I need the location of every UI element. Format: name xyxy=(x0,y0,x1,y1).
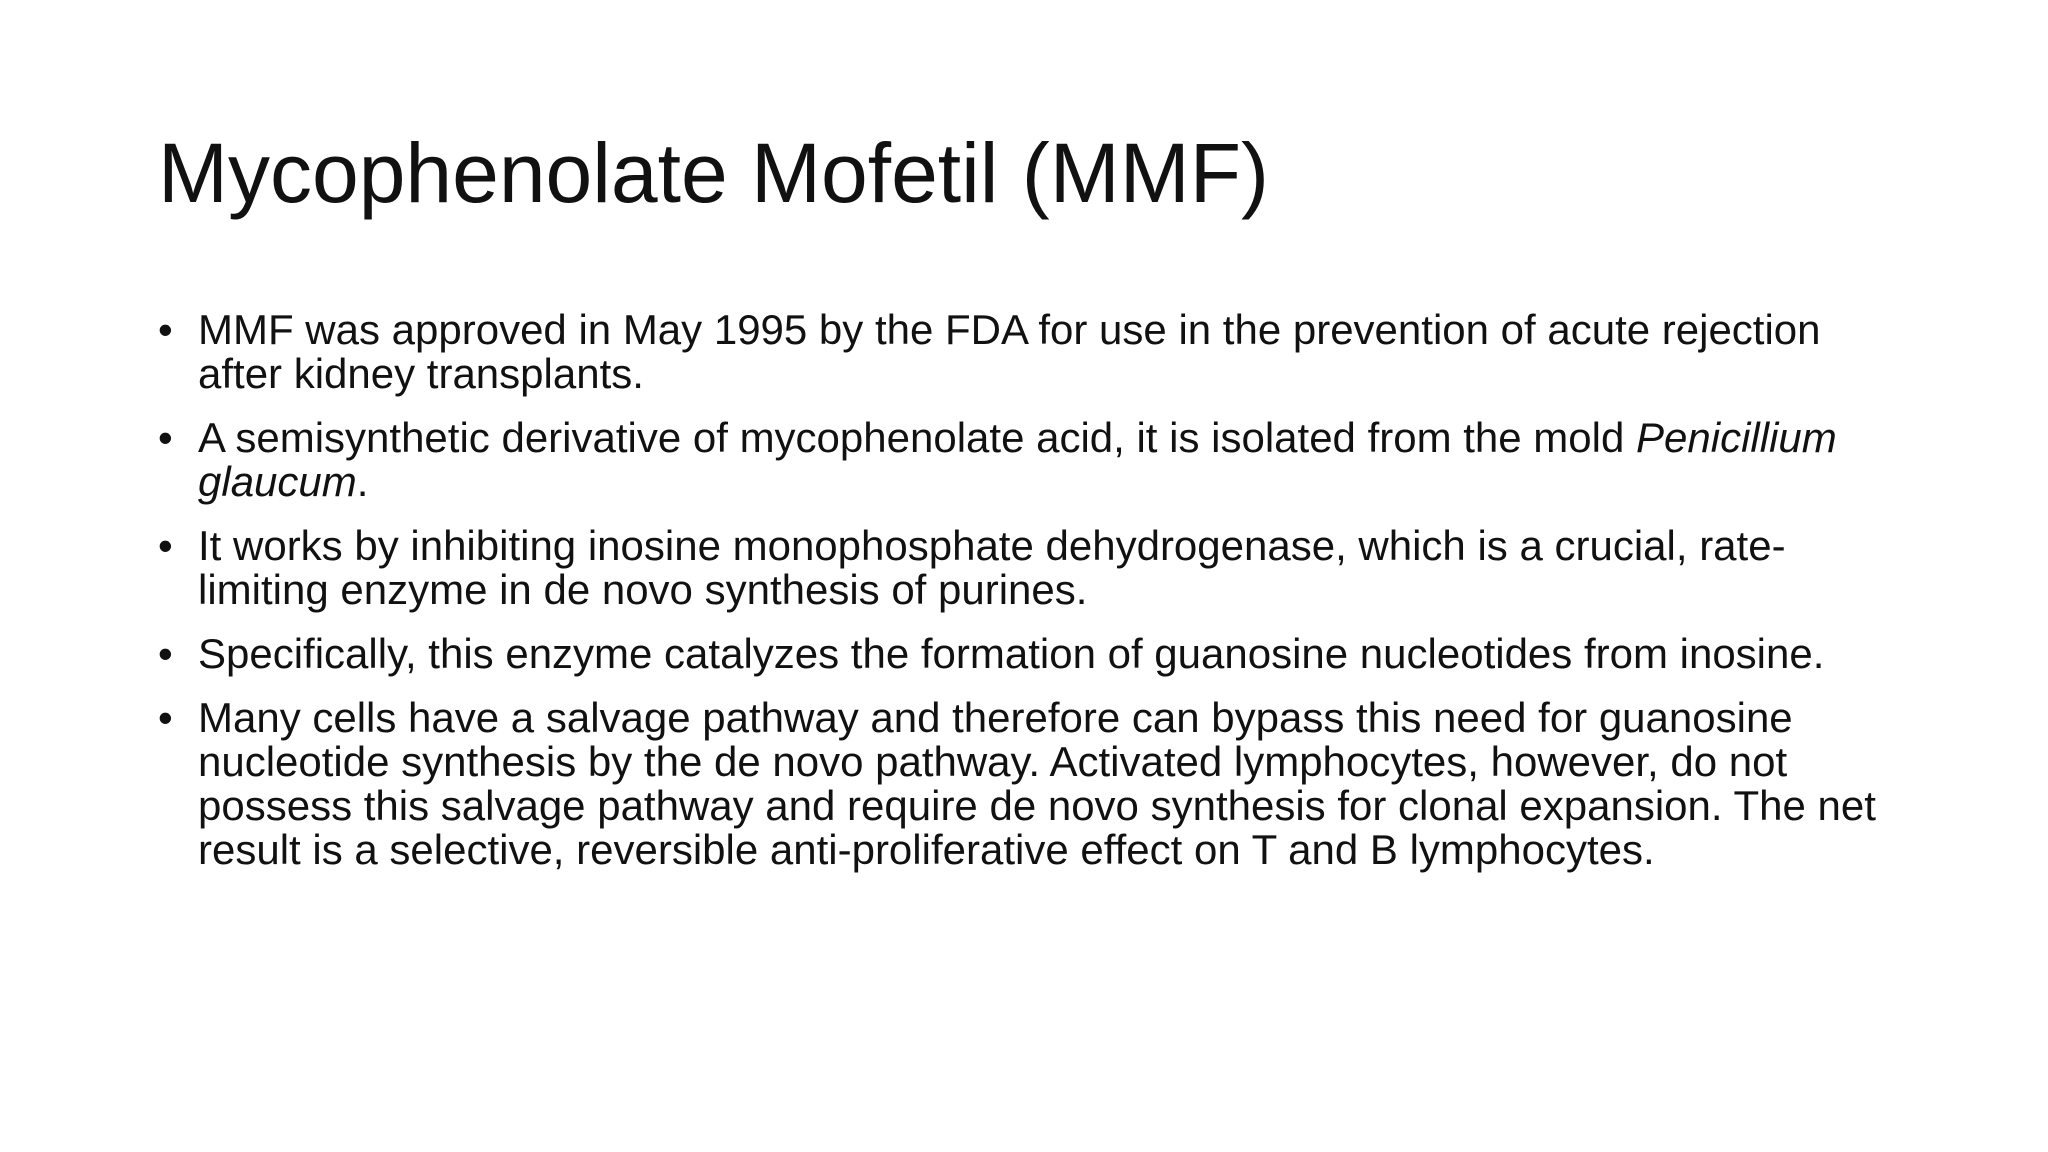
bullet-text: MMF was approved in May 1995 by the FDA for use in the prevention of acute rejection after kidney transplants. xyxy=(198,306,1821,397)
bullet-dot-icon: • xyxy=(158,630,173,677)
bullet-item-enzyme xyxy=(158,632,1903,676)
bullet-text-end: . xyxy=(356,458,369,505)
organism-name: Penicillium glaucum xyxy=(198,414,1837,505)
bullet-item-derivative xyxy=(158,416,1903,504)
bullet-item-salvage-pathway xyxy=(158,696,1903,872)
bullet-text: It works by inhibiting inosine monophosphate dehydrogenase, which is a crucial, rate-limiting enzyme in de novo synthesis of purines. xyxy=(198,522,1786,613)
bullet-text: Many cells have a salvage pathway and therefore can bypass this need for guanosine nucleotide synthesis by the de novo pathway. Activated lymphocytes, however, do not possess this salvage pathway and require de novo synthesis for clonal expansion. The net result is a selective, reversible anti-proliferative effect on T and B lymphocytes. xyxy=(198,694,1876,873)
bullet-dot-icon: • xyxy=(158,694,173,741)
bullet-list xyxy=(158,308,1903,892)
slide-title: Mycophenolate Mofetil (MMF) xyxy=(158,126,1269,220)
bullet-dot-icon: • xyxy=(158,306,173,353)
bullet-item-approval xyxy=(158,308,1903,396)
bullet-text: A semisynthetic derivative of mycophenolate acid, it is isolated from the mold xyxy=(198,414,1637,461)
bullet-text: Specifically, this enzyme catalyzes the formation of guanosine nucleotides from inosine. xyxy=(198,630,1825,677)
bullet-item-mechanism xyxy=(158,524,1903,612)
bullet-dot-icon: • xyxy=(158,414,173,461)
bullet-dot-icon: • xyxy=(158,522,173,569)
